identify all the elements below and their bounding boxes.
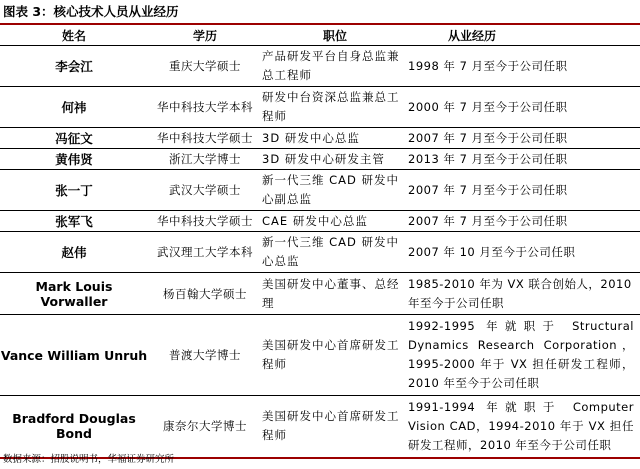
header-position: 职位 [262,25,408,46]
source-note: 数据来源：招股说明书，华福证券研究所 [3,454,175,465]
cell-experience: 1991-1994 年就职于 Computer Vision CAD，1994-2010 年于 VX 担任研发工程师，2010 年至今于公司任职 [408,399,634,452]
cell-name: 张一丁 [55,183,93,198]
cell-education: 武汉理工大学本科 [157,245,253,259]
cell-position: 3D 研发中心总监 [262,130,360,145]
cell-position: CAE 研发中心总监 [262,213,368,228]
cell-position: 美国研发中心董事、总经理 [262,276,400,310]
cell-education: 华中科技大学硕士 [157,131,253,145]
cell-position: 3D 研发中心研发主管 [262,151,385,166]
staff-table [0,25,640,459]
table-row [0,315,640,396]
cell-position: 美国研发中心首席研发工程师 [262,338,400,371]
cell-education: 浙江大学博士 [169,152,241,166]
header-education: 学历 [148,25,262,46]
cell-education: 康奈尔大学博士 [163,419,247,434]
cell-education: 普渡大学博士 [169,348,241,362]
cell-education: 华中科技大学本科 [157,100,253,114]
cell-position: 新一代三维 CAD 研发中心总监 [262,235,400,268]
cell-experience: 1985-2010 年为 VX 联合创始人，2010 年至今于公司任职 [408,276,632,310]
table-row [0,128,640,149]
cell-education: 重庆大学硕士 [169,59,241,73]
cell-experience: 2000 年 7 月至今于公司任职 [408,99,568,114]
cell-name: 冯征文 [55,131,93,146]
cell-name: 赵伟 [61,245,87,260]
cell-name: 张军飞 [55,214,93,229]
cell-experience: 2013 年 7 月至今于公司任职 [408,151,568,166]
cell-name: 何祎 [61,100,87,115]
table-row [0,46,640,87]
cell-education: 华中科技大学硕士 [157,214,253,228]
cell-experience: 1998 年 7 月至今于公司任职 [408,58,568,73]
cell-experience: 2007 年 10 月至今于公司任职 [408,244,576,259]
table-row [0,87,640,128]
table-row [0,273,640,315]
cell-name: Mark Louis Vorwaller [35,278,113,309]
table-row [0,211,640,232]
cell-experience: 1992-1995 年就职于 Structural Dynamics Research Corporation，1995-2000 年于 VX 担任研发工程师，2010 年至今于公司任职 [408,319,634,390]
table-row [0,232,640,273]
table-row [0,396,640,458]
cell-experience: 2007 年 7 月至今于公司任职 [408,182,568,197]
cell-name: Vance William Unruh [0,347,148,363]
cell-position: 研发中台资深总监兼总工程师 [262,90,400,123]
table-row [0,149,640,170]
cell-position: 新一代三维 CAD 研发中心副总监 [262,173,400,206]
cell-education: 武汉大学硕士 [169,183,241,197]
table-header-row [0,25,640,46]
header-name: 姓名 [0,25,148,46]
cell-name: Bradford Douglas Bond [12,411,136,442]
cell-education: 杨百翰大学硕士 [163,286,247,301]
cell-experience: 2007 年 7 月至今于公司任职 [408,130,568,145]
cell-name: 李会江 [55,59,93,74]
figure-title: 图表 3：核心技术人员从业经历 [3,4,179,19]
cell-experience: 2007 年 7 月至今于公司任职 [408,213,568,228]
table-row [0,170,640,211]
cell-position: 产品研发平台自身总监兼总工程师 [262,49,400,82]
header-experience: 从业经历 [408,25,640,46]
cell-position: 美国研发中心首席研发工程师 [262,409,400,443]
cell-name: 黄伟贤 [55,152,93,167]
